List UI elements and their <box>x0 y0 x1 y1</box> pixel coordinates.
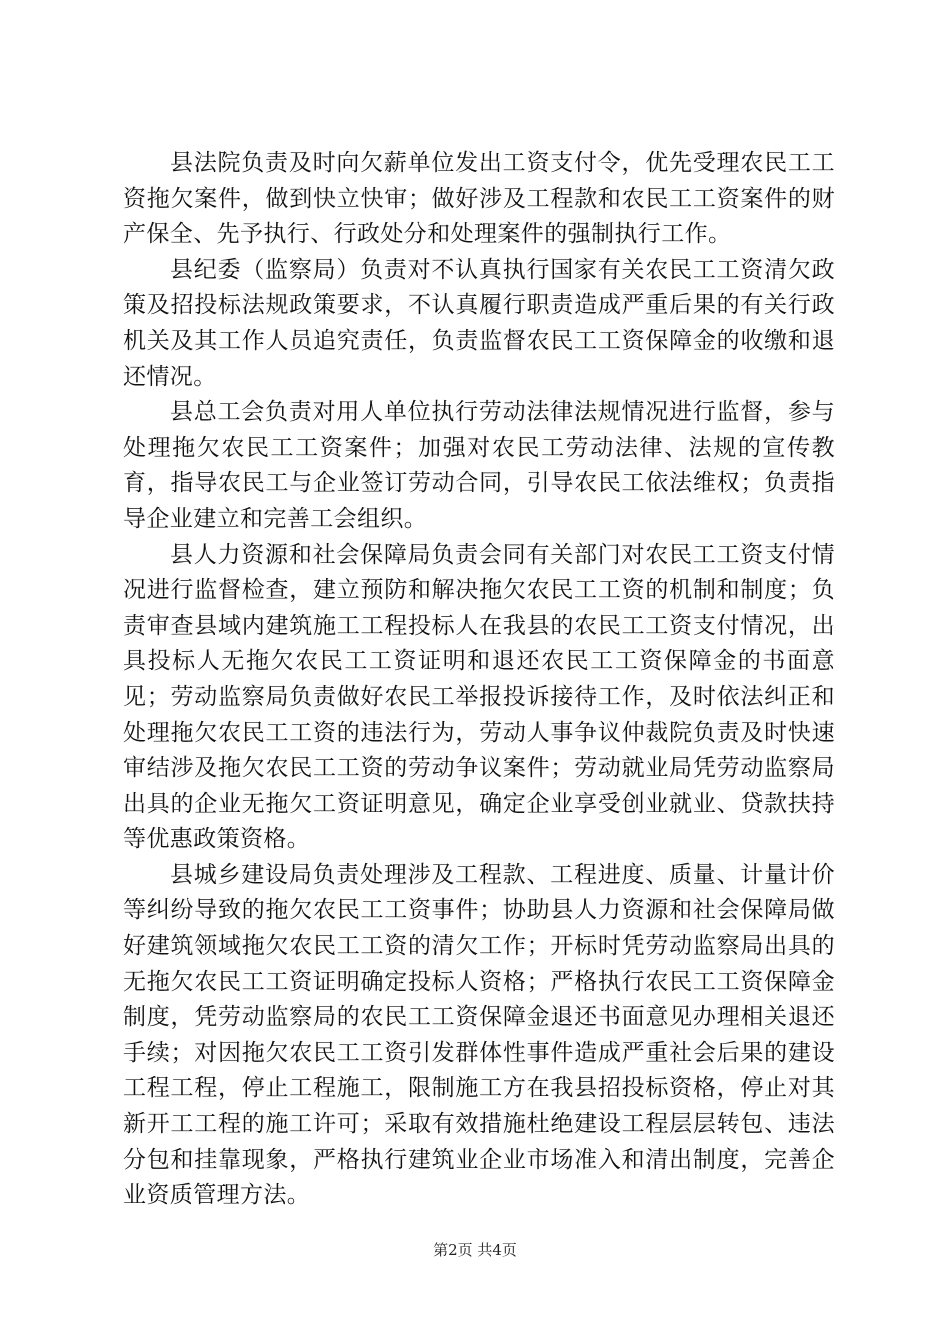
paragraph-human-resources: 县人力资源和社会保障局负责会同有关部门对农民工工资支付情况进行监督检查，建立预防和解决拖欠农民工工资的机制和制度；负责审查县域内建筑施工工程投标人在我县的农民工工资支付情况，出具投标人无拖欠农民工工资证明和退还农民工工资保障金的书面意见；劳动监察局负责做好农民工举报投诉接待工作，及时依法纠正和处理拖欠农民工工资的违法行为，劳动人事争议仲裁院负责及时快速审结涉及拖欠农民工工资的劳动争议案件；劳动就业局凭劳动监察局出具的企业无拖欠工资证明意见，确定企业享受创业就业、贷款扶持等优惠政策资格。 <box>123 541 835 853</box>
paragraph-construction-bureau: 县城乡建设局负责处理涉及工程款、工程进度、质量、计量计价等纠纷导致的拖欠农民工工资事件；协助县人力资源和社会保障局做好建筑领域拖欠农民工工资的清欠工作；开标时凭劳动监察局出具的无拖欠农民工工资证明确定投标人资格；严格执行农民工工资保障金制度，凭劳动监察局的农民工工资保障金退还书面意见办理相关退还手续；对因拖欠农民工工资引发群体性事件造成严重社会后果的建设工程工程，停止工程施工，限制施工方在我县招投标资格，停止对其新开工工程的施工许可；采取有效措施杜绝建设工程层层转包、违法分包和挂靠现象，严格执行建筑业企业市场准入和清出制度，完善企业资质管理方法。 <box>123 861 835 1209</box>
paragraph-discipline-commission: 县纪委（监察局）负责对不认真执行国家有关农民工工资清欠政策及招投标法规政策要求，不认真履行职责造成严重后果的有关行政机关及其工作人员追究责任，负责监督农民工工资保障金的收缴和退还情况。 <box>123 256 835 390</box>
document-body <box>123 146 835 1214</box>
page-footer <box>0 1240 950 1260</box>
paragraph-court: 县法院负责及时向欠薪单位发出工资支付令，优先受理农民工工资拖欠案件，做到快立快审；做好涉及工程款和农民工工资案件的财产保全、先予执行、行政处分和处理案件的强制执行工作。 <box>123 150 835 248</box>
page-number: 第2页 共4页 <box>433 1241 517 1259</box>
paragraph-trade-union: 县总工会负责对用人单位执行劳动法律法规情况进行监督，参与处理拖欠农民工工资案件；加强对农民工劳动法律、法规的宣传教育，指导农民工与企业签订劳动合同，引导农民工依法维权；负责指导企业建立和完善工会组织。 <box>123 399 835 532</box>
